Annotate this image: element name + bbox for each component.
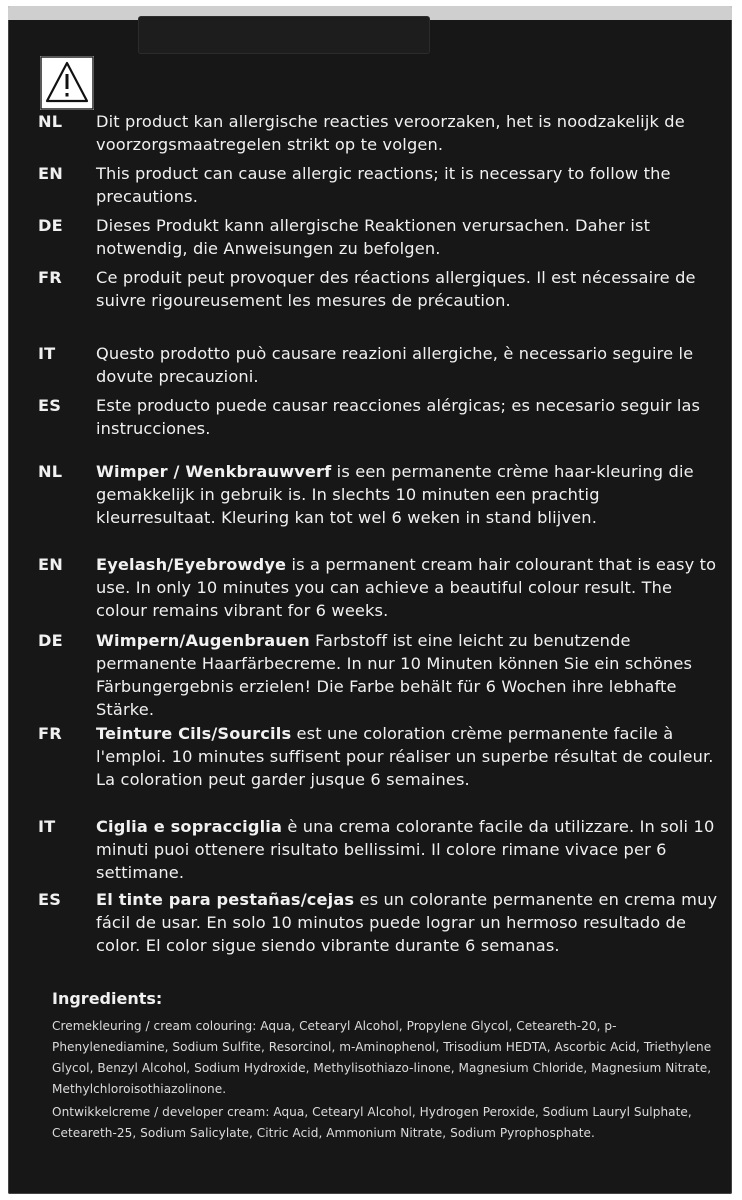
description-text: is een permanente crème haar-kleuring die gemakkelijk in gebruik is. In slechts 10 minuten een prachtig kleurresultaat. Kleuring kan tot wel 6 weken in stand blijven.	[96, 462, 694, 527]
product-label: Wimpern/Augenbrauen	[96, 631, 310, 650]
product-label: Teinture Cils/Sourcils	[96, 724, 292, 743]
product-label: El tinte para pestañas/cejas	[96, 890, 355, 909]
language-code: ES	[38, 396, 62, 415]
language-code: ES	[38, 890, 62, 909]
warning-text: Dieses Produkt kann allergische Reaktionen verursachen. Daher ist notwendig, die Anweisungen zu befolgen.	[96, 216, 651, 258]
language-code: NL	[38, 462, 63, 481]
warning-triangle-icon	[40, 56, 94, 110]
ingredients-cream-colouring: Cremekleuring / cream colouring: Aqua, Cetearyl Alcohol, Propylene Glycol, Ceteareth-20, p-Phenylenediamine, Sodium Sulfite, Resorcinol, m-Aminophenol, Trisodium HEDTA, Ascorbic Acid, Triethylene Glycol, Benzyl Alcohol, Sodium Hydroxide, Methylisothiazo-linone, Magnesium Chloride, Magnesium Nitrate, Methylchloroisothiazolinone.	[52, 1019, 712, 1096]
ingredients-developer-cream: Ontwikkelcreme / developer cream: Aqua, Cetearyl Alcohol, Hydrogen Peroxide, Sodium Lauryl Sulphate, Ceteareth-25, Sodium Salicylate, Citric Acid, Ammonium Nitrate, Sodium Pyrophosphate.	[52, 1105, 692, 1140]
language-code: IT	[38, 817, 56, 836]
product-label: Eyelash/Eyebrowdye	[96, 555, 287, 574]
language-code: NL	[38, 112, 63, 131]
warning-text: This product can cause allergic reactions; it is necessary to follow the precautions.	[96, 164, 671, 206]
top-flap	[8, 6, 732, 20]
language-code: EN	[38, 164, 63, 183]
product-label: Wimper / Wenkbrauwverf	[96, 462, 332, 481]
warning-text: Dit product kan allergische reacties veroorzaken, het is noodzakelijk de voorzorgsmaatregelen strikt op te volgen.	[96, 112, 685, 154]
language-code: FR	[38, 724, 62, 743]
description-text: es un colorante permanente en crema muy fácil de usar. En solo 10 minutos puede lograr un hermoso resultado de color. El color sigue siendo vibrante durante 6 semanas.	[96, 890, 718, 955]
warning-text: Questo prodotto può causare reazioni allergiche, è necessario seguire le dovute precauzioni.	[96, 344, 694, 386]
description-text: Farbstoff ist eine leicht zu benutzende permanente Haarfärbecreme. In nur 10 Minuten können Sie ein schönes Färbungergebnis erzielen! Die Farbe behält für 6 Wochen ihre lebhafte Stärke.	[96, 631, 693, 719]
language-code: FR	[38, 268, 62, 287]
description-text: è una crema colorante facile da utilizzare. In soli 10 minuti puoi ottenere risultato bellissimi. Il colore rimane vivace per 6 settimane.	[96, 817, 715, 882]
language-code: EN	[38, 555, 63, 574]
product-label: Ciglia e sopracciglia	[96, 817, 283, 836]
description-text: is a permanent cream hair colourant that is easy to use. In only 10 minutes you can achieve a beautiful colour result. The colour remains vibrant for 6 weeks.	[96, 555, 717, 620]
language-code: DE	[38, 631, 63, 650]
ingredients-heading: Ingredients:	[52, 989, 163, 1008]
language-code: DE	[38, 216, 63, 235]
warning-text: Este producto puede causar reacciones alérgicas; es necesario seguir las instrucciones.	[96, 396, 701, 438]
description-text: est une coloration crème permanente facile à l'emploi. 10 minutes suffisent pour réaliser un superbe résultat de couleur. La coloration peut garder jusque 6 semaines.	[96, 724, 714, 789]
language-code: IT	[38, 344, 56, 363]
warning-text: Ce produit peut provoquer des réactions allergiques. Il est nécessaire de suivre rigoureusement les mesures de précaution.	[96, 268, 696, 310]
